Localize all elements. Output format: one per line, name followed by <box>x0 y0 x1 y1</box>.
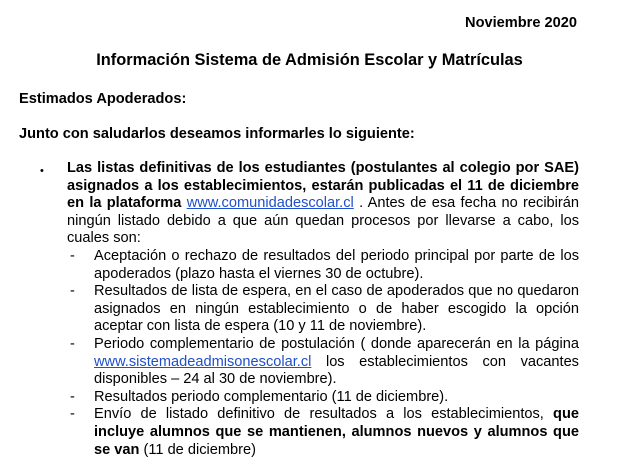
list-item-text: Aceptación o rechazo de resultados del periodo principal por parte de los apoderados (plazo hasta el viernes 30 de octubre). <box>94 247 579 282</box>
list-item-text: Resultados de lista de espera, en el caso de apoderados que no quedaron asignados en ningún establecimiento o de haber escogido la opción aceptar con lista de espera (10 y 11 de noviembre). <box>94 283 579 335</box>
list-item-text: Resultados periodo complementario (11 de diciembre). <box>94 388 449 405</box>
list-item <box>67 336 579 389</box>
list-item <box>67 248 579 283</box>
greeting: Estimados Apoderados: <box>19 91 187 107</box>
list-item-text: Periodo complementario de postulación ( donde aparecerán en la página <box>94 335 579 352</box>
list-item <box>67 389 579 407</box>
list-item-text: (11 de diciembre) <box>143 441 256 458</box>
list-item-bold-text: que incluye alumnos que se mantienen, alumnos nuevos y alumnos que se van <box>94 406 579 458</box>
sistemadeadmision-link[interactable]: www.sistemadeadmisonescolar.cl <box>94 353 312 370</box>
list-item <box>67 406 579 459</box>
comunidadescolar-link[interactable]: www.comunidadescolar.cl <box>186 195 354 212</box>
list-item <box>67 283 579 336</box>
bullet-bold-text: Las listas definitivas de los estudiantes (postulantes al colegio por SAE) asignados a los establecimientos, estarán publicadas el 11 de diciembre en la plataforma <box>67 160 579 212</box>
document-title: Información Sistema de Admisión Escolar y Matrículas <box>96 51 523 69</box>
bullet-marker: • <box>40 165 44 177</box>
list-item-text: Envío de listado definitivo de resultados a los establecimientos, <box>94 406 544 423</box>
intro-text: Junto con saludarlos deseamos informarles lo siguiente: <box>19 126 415 142</box>
bullet-normal-text: . Antes de esa fecha no recibirán ningún listado debido a que aún quedan procesos por llevarse a cabo, los cuales son: <box>67 195 580 247</box>
bullet-paragraph <box>67 160 579 459</box>
document-date: Noviembre 2020 <box>465 15 577 31</box>
dash-marker: - <box>70 335 75 352</box>
dash-marker: - <box>70 388 75 405</box>
dash-marker: - <box>70 283 75 300</box>
list-item-text: los establecimientos con vacantes disponibles – 24 al 30 de noviembre). <box>94 353 579 388</box>
process-list <box>67 248 579 459</box>
dash-marker: - <box>70 406 75 423</box>
dash-marker: - <box>70 247 75 264</box>
